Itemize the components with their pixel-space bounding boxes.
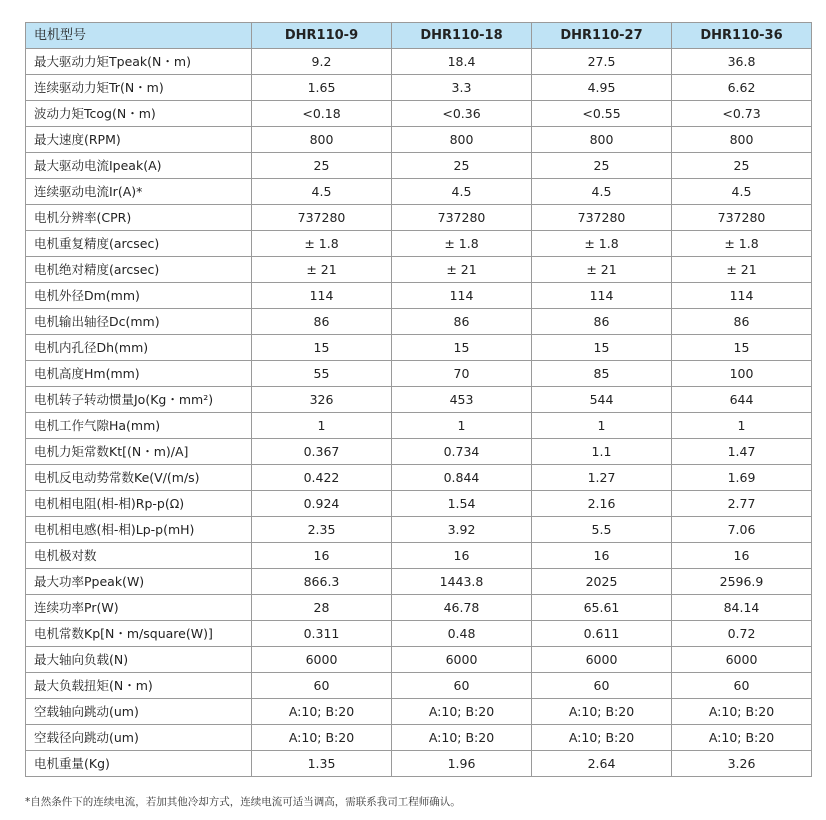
table-row xyxy=(26,127,812,153)
table-cell: 5.5 xyxy=(532,517,672,543)
table-row xyxy=(26,231,812,257)
row-label: 电机重复精度(arcsec) xyxy=(26,231,252,257)
table-cell: A:10; B:20 xyxy=(672,699,812,725)
table-cell: A:10; B:20 xyxy=(672,725,812,751)
table-cell: 0.72 xyxy=(672,621,812,647)
table-cell: 2025 xyxy=(532,569,672,595)
table-cell: <0.73 xyxy=(672,101,812,127)
table-row xyxy=(26,569,812,595)
table-cell: 2.16 xyxy=(532,491,672,517)
header-cell-model: 电机型号 xyxy=(26,23,252,49)
table-cell: 737280 xyxy=(672,205,812,231)
table-cell: 3.92 xyxy=(392,517,532,543)
table-cell: <0.18 xyxy=(252,101,392,127)
table-cell: 6000 xyxy=(672,647,812,673)
table-row xyxy=(26,153,812,179)
table-cell: 6.62 xyxy=(672,75,812,101)
table-row xyxy=(26,257,812,283)
table-cell: ± 21 xyxy=(392,257,532,283)
table-cell: 800 xyxy=(392,127,532,153)
row-label: 连续驱动电流Ir(A)* xyxy=(26,179,252,205)
table-cell: 46.78 xyxy=(392,595,532,621)
table-cell: A:10; B:20 xyxy=(532,725,672,751)
table-cell: 1.96 xyxy=(392,751,532,777)
row-label: 波动力矩Tcog(N・m) xyxy=(26,101,252,127)
row-label: 最大速度(RPM) xyxy=(26,127,252,153)
table-row xyxy=(26,387,812,413)
table-row xyxy=(26,725,812,751)
table-row xyxy=(26,543,812,569)
table-cell: 28 xyxy=(252,595,392,621)
table-cell: A:10; B:20 xyxy=(532,699,672,725)
row-label: 最大驱动力矩Tpeak(N・m) xyxy=(26,49,252,75)
table-cell: 2596.9 xyxy=(672,569,812,595)
table-cell: 85 xyxy=(532,361,672,387)
table-cell: 86 xyxy=(252,309,392,335)
footnote: *自然条件下的连续电流，若加其他冷却方式，连续电流可适当调高，需联系我司工程师确认。 xyxy=(25,796,461,808)
table-row xyxy=(26,621,812,647)
table-cell: 1 xyxy=(392,413,532,439)
table-cell: ± 21 xyxy=(252,257,392,283)
row-label: 电机反电动势常数Ke(V/(m/s) xyxy=(26,465,252,491)
table-row xyxy=(26,361,812,387)
table-cell: 1 xyxy=(252,413,392,439)
table-body xyxy=(26,49,812,777)
row-label: 连续功率Pr(W) xyxy=(26,595,252,621)
table-cell: 0.924 xyxy=(252,491,392,517)
table-cell: 1.54 xyxy=(392,491,532,517)
table-cell: <0.36 xyxy=(392,101,532,127)
spec-table-container xyxy=(25,22,811,777)
table-row xyxy=(26,205,812,231)
row-label: 最大功率Ppeak(W) xyxy=(26,569,252,595)
table-cell: 737280 xyxy=(252,205,392,231)
header-cell-dhr110-36: DHR110-36 xyxy=(672,23,812,49)
table-cell: 800 xyxy=(672,127,812,153)
table-row xyxy=(26,283,812,309)
row-label: 电机内孔径Dh(mm) xyxy=(26,335,252,361)
table-cell: 70 xyxy=(392,361,532,387)
row-label: 电机转子转动惯量Jo(Kg・mm²) xyxy=(26,387,252,413)
header-cell-dhr110-18: DHR110-18 xyxy=(392,23,532,49)
row-label: 电机相电感(相-相)Lp-p(mH) xyxy=(26,517,252,543)
table-row xyxy=(26,49,812,75)
table-cell: 25 xyxy=(392,153,532,179)
table-cell: 737280 xyxy=(532,205,672,231)
table-row xyxy=(26,673,812,699)
table-cell: 15 xyxy=(672,335,812,361)
table-cell: ± 21 xyxy=(532,257,672,283)
table-cell: ± 1.8 xyxy=(392,231,532,257)
row-label: 最大轴向负载(N) xyxy=(26,647,252,673)
table-cell: 326 xyxy=(252,387,392,413)
table-cell: 1.27 xyxy=(532,465,672,491)
table-cell: 866.3 xyxy=(252,569,392,595)
table-cell: 800 xyxy=(252,127,392,153)
table-cell: 15 xyxy=(252,335,392,361)
table-cell: 1.69 xyxy=(672,465,812,491)
table-cell: 1.1 xyxy=(532,439,672,465)
row-label: 最大负载扭矩(N・m) xyxy=(26,673,252,699)
row-label: 电机输出轴径Dc(mm) xyxy=(26,309,252,335)
table-cell: 0.367 xyxy=(252,439,392,465)
row-label: 电机工作气隙Ha(mm) xyxy=(26,413,252,439)
table-cell: 65.61 xyxy=(532,595,672,621)
table-row xyxy=(26,647,812,673)
table-cell: 60 xyxy=(672,673,812,699)
table-cell: 1 xyxy=(532,413,672,439)
row-label: 电机力矩常数Kt[(N・m)/A] xyxy=(26,439,252,465)
table-cell: 737280 xyxy=(392,205,532,231)
table-cell: A:10; B:20 xyxy=(392,699,532,725)
row-label: 空载轴向跳动(um) xyxy=(26,699,252,725)
table-cell: 4.5 xyxy=(532,179,672,205)
table-row xyxy=(26,101,812,127)
table-cell: 55 xyxy=(252,361,392,387)
table-row xyxy=(26,699,812,725)
row-label: 电机分辨率(CPR) xyxy=(26,205,252,231)
table-cell: 6000 xyxy=(252,647,392,673)
table-cell: 9.2 xyxy=(252,49,392,75)
table-cell: 60 xyxy=(532,673,672,699)
table-cell: 1.47 xyxy=(672,439,812,465)
table-cell: ± 21 xyxy=(672,257,812,283)
table-cell: 453 xyxy=(392,387,532,413)
table-row xyxy=(26,491,812,517)
table-cell: 1.35 xyxy=(252,751,392,777)
row-label: 电机相电阻(相-相)Rp-p(Ω) xyxy=(26,491,252,517)
table-header-row xyxy=(26,23,812,49)
table-cell: 15 xyxy=(392,335,532,361)
table-cell: 16 xyxy=(532,543,672,569)
row-label: 电机极对数 xyxy=(26,543,252,569)
table-cell: 27.5 xyxy=(532,49,672,75)
row-label: 电机绝对精度(arcsec) xyxy=(26,257,252,283)
table-row xyxy=(26,179,812,205)
table-cell: 3.3 xyxy=(392,75,532,101)
table-cell: 0.734 xyxy=(392,439,532,465)
table-cell: 1 xyxy=(672,413,812,439)
table-cell: 16 xyxy=(252,543,392,569)
table-cell: 16 xyxy=(672,543,812,569)
table-cell: 60 xyxy=(392,673,532,699)
table-cell: 6000 xyxy=(532,647,672,673)
table-cell: 4.5 xyxy=(392,179,532,205)
header-cell-dhr110-27: DHR110-27 xyxy=(532,23,672,49)
table-row xyxy=(26,595,812,621)
table-cell: 544 xyxy=(532,387,672,413)
row-label: 电机外径Dm(mm) xyxy=(26,283,252,309)
table-cell: ± 1.8 xyxy=(672,231,812,257)
table-cell: 86 xyxy=(532,309,672,335)
table-cell: 60 xyxy=(252,673,392,699)
row-label: 电机高度Hm(mm) xyxy=(26,361,252,387)
row-label: 最大驱动电流Ipeak(A) xyxy=(26,153,252,179)
table-row xyxy=(26,439,812,465)
table-cell: 0.844 xyxy=(392,465,532,491)
header-cell-dhr110-9: DHR110-9 xyxy=(252,23,392,49)
table-cell: 4.95 xyxy=(532,75,672,101)
row-label: 电机常数Kp[N・m/square(W)] xyxy=(26,621,252,647)
spec-table xyxy=(25,22,812,777)
table-cell: 114 xyxy=(532,283,672,309)
table-cell: 644 xyxy=(672,387,812,413)
table-cell: 800 xyxy=(532,127,672,153)
table-cell: 2.64 xyxy=(532,751,672,777)
row-label: 空载径向跳动(um) xyxy=(26,725,252,751)
row-label: 连续驱动力矩Tr(N・m) xyxy=(26,75,252,101)
table-cell: ± 1.8 xyxy=(252,231,392,257)
table-cell: 1443.8 xyxy=(392,569,532,595)
table-row xyxy=(26,335,812,361)
table-cell: 100 xyxy=(672,361,812,387)
table-cell: 3.26 xyxy=(672,751,812,777)
table-cell: 7.06 xyxy=(672,517,812,543)
table-cell: A:10; B:20 xyxy=(252,725,392,751)
table-cell: 25 xyxy=(672,153,812,179)
table-cell: 15 xyxy=(532,335,672,361)
table-cell: 2.77 xyxy=(672,491,812,517)
table-row xyxy=(26,465,812,491)
table-row xyxy=(26,517,812,543)
table-cell: 114 xyxy=(392,283,532,309)
table-cell: ± 1.8 xyxy=(532,231,672,257)
table-cell: 0.48 xyxy=(392,621,532,647)
table-cell: 1.65 xyxy=(252,75,392,101)
table-cell: 25 xyxy=(252,153,392,179)
table-cell: 6000 xyxy=(392,647,532,673)
table-row xyxy=(26,413,812,439)
table-cell: 4.5 xyxy=(252,179,392,205)
table-cell: <0.55 xyxy=(532,101,672,127)
table-row xyxy=(26,75,812,101)
table-cell: 114 xyxy=(252,283,392,309)
table-cell: 84.14 xyxy=(672,595,812,621)
table-cell: A:10; B:20 xyxy=(252,699,392,725)
table-cell: 16 xyxy=(392,543,532,569)
table-cell: 2.35 xyxy=(252,517,392,543)
table-cell: 18.4 xyxy=(392,49,532,75)
table-cell: 25 xyxy=(532,153,672,179)
table-cell: A:10; B:20 xyxy=(392,725,532,751)
table-cell: 36.8 xyxy=(672,49,812,75)
table-row xyxy=(26,751,812,777)
table-cell: 114 xyxy=(672,283,812,309)
table-cell: 86 xyxy=(672,309,812,335)
table-cell: 0.422 xyxy=(252,465,392,491)
table-cell: 0.611 xyxy=(532,621,672,647)
table-cell: 4.5 xyxy=(672,179,812,205)
table-cell: 0.311 xyxy=(252,621,392,647)
table-row xyxy=(26,309,812,335)
table-cell: 86 xyxy=(392,309,532,335)
row-label: 电机重量(Kg) xyxy=(26,751,252,777)
